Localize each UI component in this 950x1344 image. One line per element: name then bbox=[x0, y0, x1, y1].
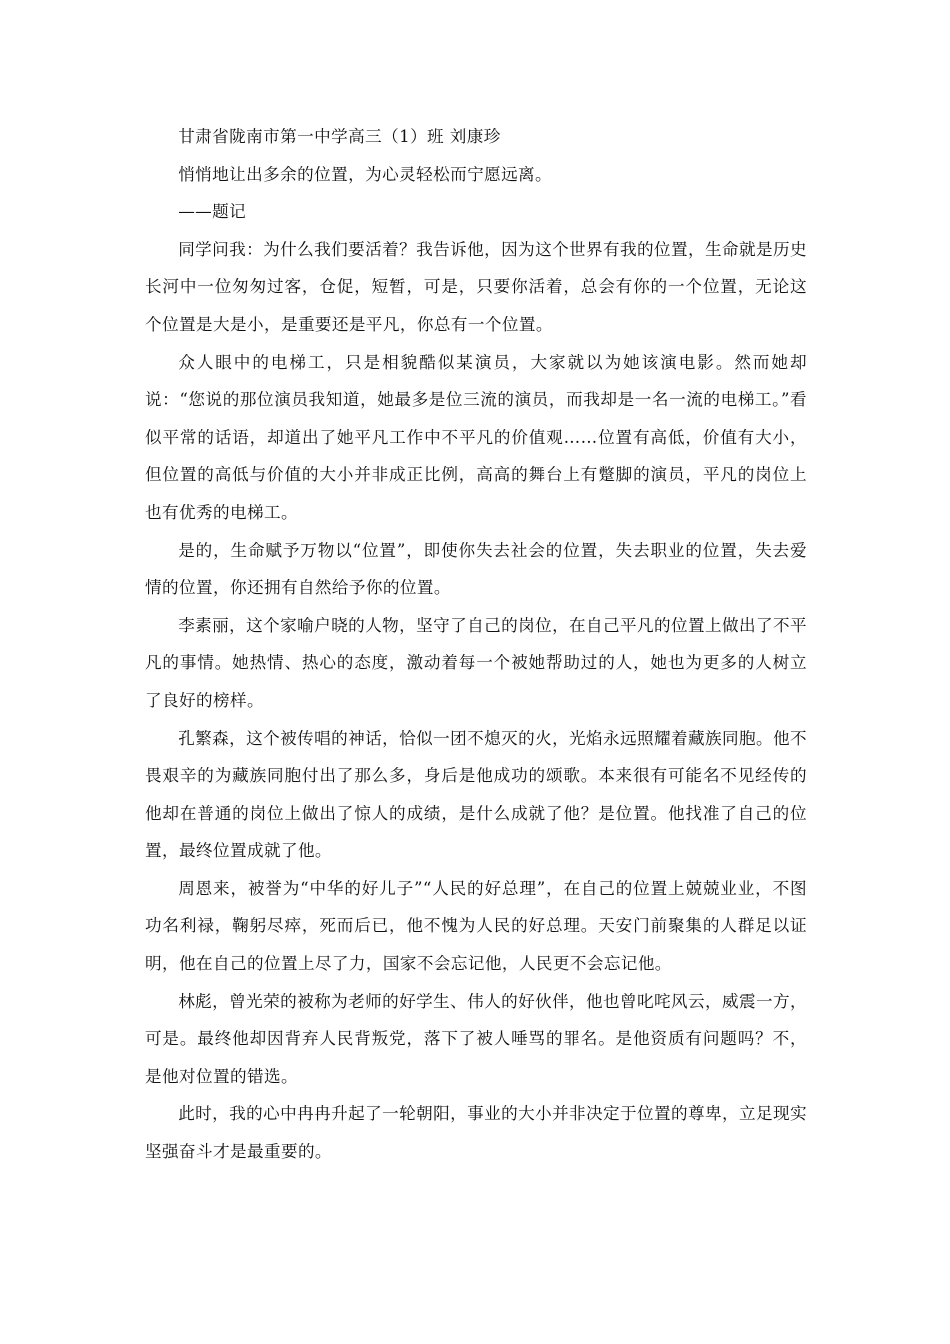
paragraph: 众人眼中的电梯工，只是相貌酷似某演员，大家就以为她该演电影。然而她却说：“您说的那位演员我知道，她最多是位三流的演员，而我却是一名一流的电梯工。”看似平常的话语，却道出了她平凡工作中不平凡的价值观……位置有高低，价值有大小，但位置的高低与价值的大小并非成正比例，高高的舞台上有蹩脚的演员，平凡的岗位上也有优秀的电梯工。 bbox=[145, 352, 807, 522]
epigraph: 悄悄地让出多余的位置，为心灵轻松而宁愿远离。 bbox=[178, 164, 553, 184]
paragraph: 林彪，曾光荣的被称为老师的好学生、伟人的好伙伴，他也曾叱咤风云，威震一方，可是。最终他却因背弃人民背叛党，落下了被人唾骂的罪名。是他资质有问题吗？不，是他对位置的错选。 bbox=[145, 991, 807, 1086]
byline: 甘肃省陇南市第一中学高三（1）班 刘康珍 bbox=[178, 127, 501, 146]
epigraph-label: ——题记 bbox=[178, 202, 247, 222]
paragraph: 同学问我：为什么我们要活着？我告诉他，因为这个世界有我的位置，生命就是历史长河中一位匆匆过客，仓促，短暂，可是，只要你活着，总会有你的一个位置，无论这个位置是大是小，是重要还是平凡，你总有一个位置。 bbox=[145, 239, 807, 334]
paragraph: 李素丽，这个家喻户晓的人物，坚守了自己的岗位，在自己平凡的位置上做出了不平凡的事情。她热情、热心的态度，激动着每一个被她帮助过的人，她也为更多的人树立了良好的榜样。 bbox=[145, 615, 807, 710]
document-body bbox=[145, 118, 807, 1171]
paragraph: 此时，我的心中冉冉升起了一轮朝阳，事业的大小并非决定于位置的尊卑，立足现实坚强奋斗才是最重要的。 bbox=[145, 1104, 807, 1162]
paragraph: 周恩来，被誉为“中华的好儿子”“人民的好总理”，在自己的位置上兢兢业业，不图功名利禄，鞠躬尽瘁，死而后已，他不愧为人民的好总理。天安门前聚集的人群足以证明，他在自己的位置上尽了力，国家不会忘记他，人民更不会忘记他。 bbox=[145, 878, 807, 974]
paragraph: 孔繁森，这个被传唱的神话，恰似一团不熄灭的火，光焰永远照耀着藏族同胞。他不畏艰辛的为藏族同胞付出了那么多，身后是他成功的颂歌。本来很有可能名不见经传的他却在普通的岗位上做出了惊人的成绩，是什么成就了他？是位置。他找准了自己的位置，最终位置成就了他。 bbox=[145, 728, 807, 861]
paragraph: 是的，生命赋予万物以“位置”，即使你失去社会的位置，失去职业的位置，失去爱情的位置，你还拥有自然给予你的位置。 bbox=[145, 540, 807, 598]
